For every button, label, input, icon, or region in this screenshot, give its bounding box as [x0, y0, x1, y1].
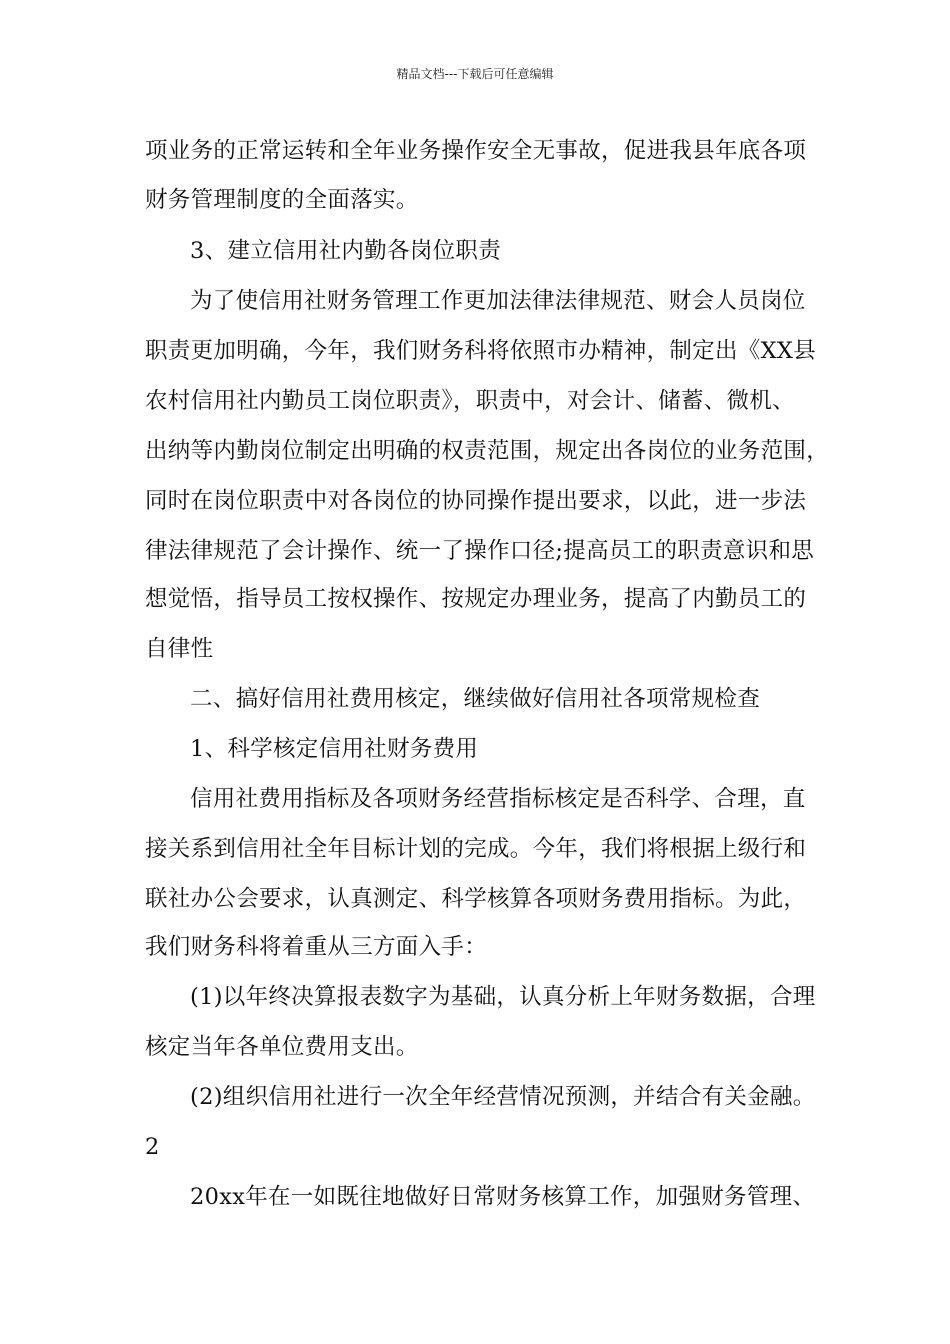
section-heading: 二、搞好信用社费用核定，继续做好信用社各项常规检查 [190, 686, 761, 712]
section-heading: 3、建立信用社内勤各岗位职责 [190, 238, 502, 264]
paragraph-line: 财务管理制度的全面落实。 [145, 187, 419, 213]
paragraph-line: 律法律规范了会计操作、统一了操作口径;提高员工的职责意识和思 [145, 538, 815, 564]
paragraph-line: 出纳等内勤岗位制定出明确的权责范围，规定出各岗位的业务范围， [145, 438, 830, 464]
paragraph-line: 我们财务科将着重从三方面入手： [145, 934, 488, 960]
paragraph-line: 同时在岗位职责中对各岗位的协同操作提出要求，以此，进一步法 [145, 488, 807, 514]
paragraph-line: 接关系到信用社全年目标计划的完成。今年，我们将根据上级行和 [145, 836, 807, 862]
paragraph-line: 项业务的正常运转和全年业务操作安全无事故，促进我县年底各项 [145, 138, 807, 164]
page-header: 精品文档---下载后可任意编辑 [396, 67, 554, 81]
paragraph-line: 为了使信用社财务管理工作更加法律法律规范、财会人员岗位 [190, 288, 806, 314]
paragraph-line: 20xx年在一如既往地做好日常财务核算工作，加强财务管理、 [190, 1184, 816, 1210]
paragraph-line: 自律性 [145, 636, 214, 662]
section-heading: 1、科学核定信用社财务费用 [190, 736, 479, 762]
page-number: 2 [145, 1134, 160, 1160]
paragraph-line: (2)组织信用社进行一次全年经营情况预测，并结合有关金融。 [190, 1084, 816, 1110]
paragraph-line: 农村信用社内勤员工岗位职责》，职责中，对会计、储蓄、微机、 [145, 388, 795, 414]
paragraph-line: 信用社费用指标及各项财务经营指标核定是否科学、合理，直 [190, 786, 806, 812]
paragraph-line: 想觉悟，指导员工按权操作、按规定办理业务，提高了内勤员工的 [145, 586, 807, 612]
paragraph-line: 核定当年各单位费用支出。 [145, 1034, 419, 1060]
paragraph-line: 联社办公会要求，认真测定、科学核算各项财务费用指标。为此， [145, 886, 807, 912]
paragraph-line: 职责更加明确，今年，我们财务科将依照市办精神，制定出《XX县 [145, 338, 817, 364]
paragraph-line: (1)以年终决算报表数字为基础，认真分析上年财务数据，合理 [190, 984, 816, 1010]
